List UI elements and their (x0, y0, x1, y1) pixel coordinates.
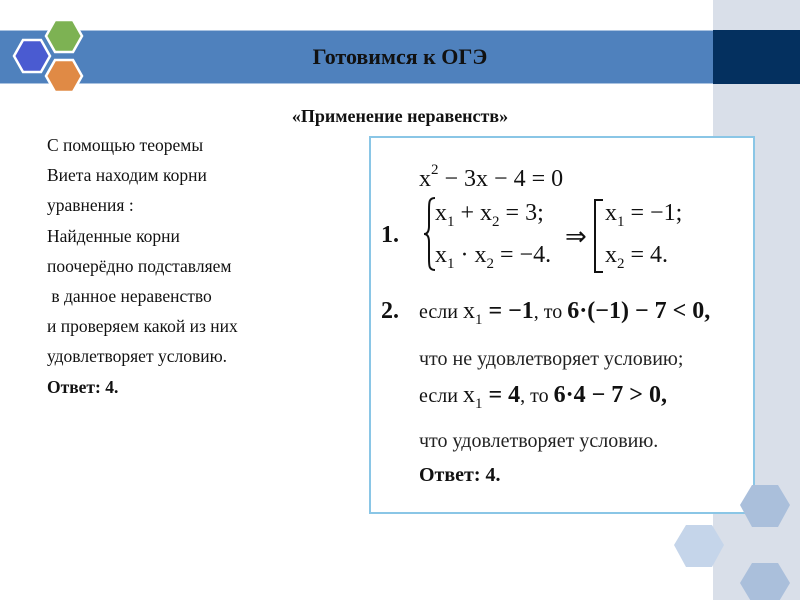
implies-arrow-icon: ⇒ (565, 222, 587, 251)
slide-subtitle: «Применение неравенств» (291, 106, 509, 126)
explanation-line: в данное неравенство (47, 285, 212, 306)
quadratic-equation: $x^2 - 3x - 4 = 0$ (419, 162, 564, 192)
explanation-line: Виета находим корни (47, 165, 207, 186)
check-root-2-result: что удовлетворяет условию. (419, 430, 659, 452)
explanation-line: поочерёдно подставляем (47, 255, 232, 276)
explanation-line: уравнения : (47, 195, 134, 216)
solution-box (369, 136, 755, 514)
check-root-2: если x1 = 4, то 6·4 − 7 > 0, (419, 382, 667, 412)
slide-title: Готовимся к ОГЭ (312, 44, 488, 69)
explanation-line: Найденные корни (47, 225, 180, 246)
explanation-line: удовлетворяет условию. (47, 346, 228, 367)
step-2-number: 2. (381, 298, 399, 324)
answer-text: Ответ: 4. (47, 376, 119, 397)
system-line-1: $x_1 + x_2 = 3$; (435, 200, 544, 230)
step-1-number: 1. (381, 222, 399, 248)
system-line-2: $x_1 \cdot x_2 = -4$. (435, 242, 552, 272)
explanation-line: С помощью теоремы (47, 135, 204, 155)
decorative-hexagons-icon (660, 485, 800, 600)
solution-answer: Ответ: 4. (419, 464, 501, 486)
root-line-1: $x_1 = -1$; (605, 200, 683, 230)
root-line-2: $x_2 = 4$. (605, 242, 669, 272)
explanation-line: и проверяем какой из них (47, 316, 238, 337)
union-bracket-icon (593, 198, 605, 274)
check-root-1-result: что не удовлетворяет условию; (419, 348, 684, 370)
explanation-text (47, 130, 367, 402)
check-root-1: если x1 = −1, то 6·(−1) − 7 < 0, (419, 298, 711, 328)
